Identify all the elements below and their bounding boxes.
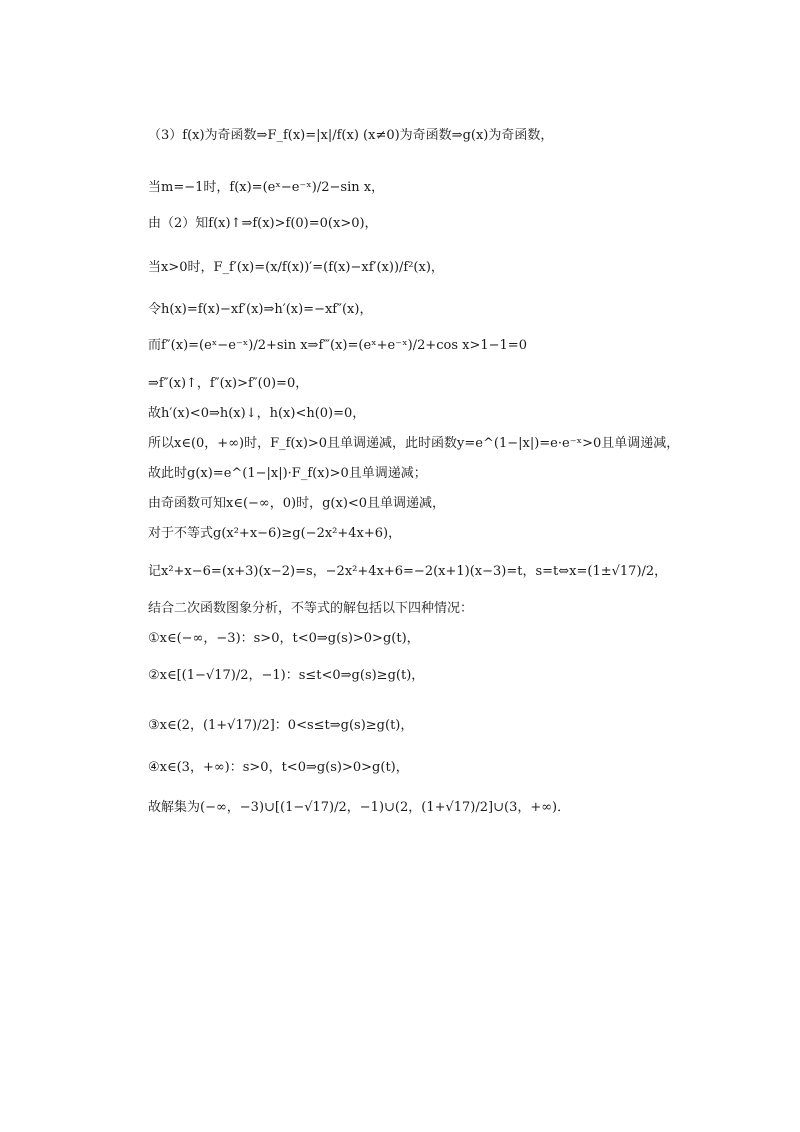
solution-line-9: 所以x∈(0，+∞)时，F_f(x)>0且单调递减，此时函数y=e^(1−|x|)=e·e⁻ˣ>0且单调递减， xyxy=(148,436,680,451)
solution-line-12: 对于不等式g(x²+x−6)≥g(−2x²+4x+6)， xyxy=(148,526,402,541)
solution-line-10: 故此时g(x)=e^(1−|x|)·F_f(x)>0且单调递减； xyxy=(148,466,427,481)
solution-line-13: 记x²+x−6=(x+3)(x−2)=s，−2x²+4x+6=−2(x+1)(x−3)=t，s=t⇔x=(1±√17)/2， xyxy=(148,564,668,579)
solution-line-4: 当x>0时，F_f′(x)=(x/f(x))′=(f(x)−xf′(x))/f²(x)， xyxy=(148,260,444,275)
solution-line-14: 结合二次函数图象分析，不等式的解包括以下四种情况： xyxy=(148,601,474,616)
solution-line-7: ⇒f″(x)↑，f″(x)>f″(0)=0， xyxy=(148,376,309,391)
solution-line-1: （3）f(x)为奇函数⇒F_f(x)=|x|/f(x) (x≠0)为奇函数⇒g(x)为奇函数， xyxy=(148,128,554,143)
solution-line-5: 令h(x)=f(x)−xf′(x)⇒h′(x)=−xf″(x)， xyxy=(148,302,373,317)
case-2: ②x∈[(1−√17)/2，−1)：s≤t<0⇒g(s)≥g(t)， xyxy=(148,668,425,683)
case-3: ③x∈(2，(1+√17)/2]：0<s≤t⇒g(s)≥g(t)， xyxy=(148,718,414,733)
case-4: ④x∈(3，+∞)：s>0，t<0⇒g(s)>0>g(t)， xyxy=(148,760,409,775)
solution-line-8: 故h′(x)<0⇒h(x)↓，h(x)<h(0)=0， xyxy=(148,406,366,421)
solution-set: 故解集为(−∞，−3)∪[(1−√17)/2，−1)∪(2，(1+√17)/2]∪(3，+∞)． xyxy=(148,800,571,815)
solution-line-2: 当m=−1时，f(x)=(eˣ−e⁻ˣ)/2−sin x， xyxy=(148,180,385,195)
solution-line-3: 由（2）知f(x)↑⇒f(x)>f(0)=0(x>0)， xyxy=(148,216,378,231)
solution-line-11: 由奇函数可知x∈(−∞，0)时，g(x)<0且单调递减， xyxy=(148,496,446,511)
case-1: ①x∈(−∞，−3)：s>0，t<0⇒g(s)>0>g(t)， xyxy=(148,631,420,646)
solution-line-6: 而f″(x)=(eˣ−e⁻ˣ)/2+sin x⇒f‴(x)=(eˣ+e⁻ˣ)/2+cos x>1−1=0 xyxy=(148,338,527,353)
